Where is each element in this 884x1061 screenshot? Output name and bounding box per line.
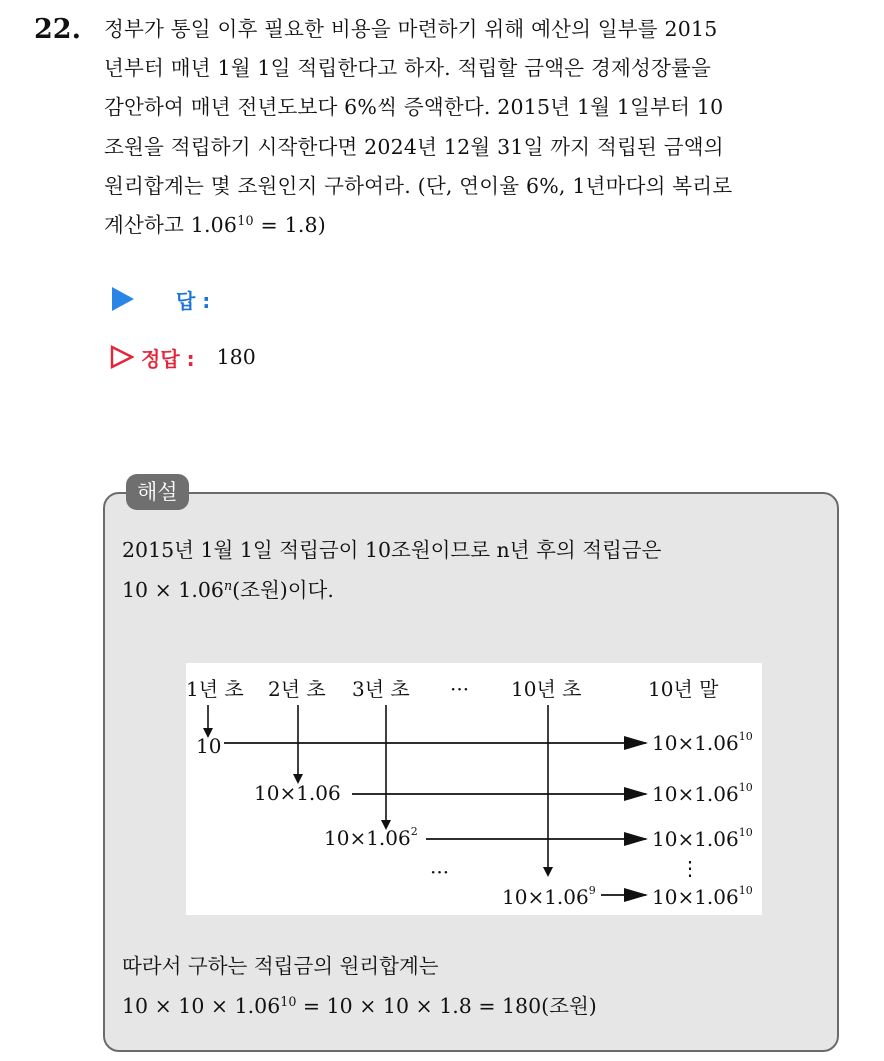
question-line-last: 계산하고 $1.06^{10} = 1.8$) (104, 213, 326, 238)
question-line: 감안하여 매년 전년도보다 6%씩 증액한다. 2015년 1월 1일부터 10 (104, 95, 724, 120)
explanation-line-1: 2015년 1월 1일 적립금이 10조원이므로 n년 후의 적립금은 (122, 538, 662, 562)
start-term-2: 10×1.06 (254, 781, 341, 805)
result-vertical-dots: ⋮ (680, 856, 700, 880)
result-term-3: $10\times 1.06^{10}$ (652, 826, 753, 851)
header-year10-end: 10년 말 (648, 677, 719, 701)
result-term-10: $10\times 1.06^{10}$ (652, 884, 753, 909)
answer-label: 답 : (176, 288, 211, 313)
correct-answer-label: 정답 : (141, 346, 195, 371)
header-ellipsis: ··· (450, 677, 470, 701)
question-text (104, 10, 864, 245)
question-number: 22. (34, 14, 81, 45)
header-year10: 10년 초 (511, 677, 582, 701)
header-year2: 2년 초 (268, 677, 326, 701)
result-term-2: $10\times 1.06^{10}$ (652, 781, 753, 806)
correct-answer-value: 180 (216, 345, 256, 369)
start-term-10: $10\times 1.06^9$ (502, 884, 596, 909)
outline-arrow-icon (110, 345, 134, 369)
question-line: 원리합계는 몇 조원인지 구하여라. (단, 연이율 6%, 1년마다의 복리로 (104, 173, 733, 198)
explanation-line-3: 따라서 구하는 적립금의 원리합계는 (122, 954, 439, 978)
question-line: 조원을 적립하기 시작한다면 2024년 12월 31일 까지 적립된 금액의 (104, 134, 724, 159)
question-line: 정부가 통일 이후 필요한 비용을 마련하기 위해 예산의 일부를 2015 (104, 17, 718, 41)
start-term-1: 10 (196, 734, 222, 758)
explanation-line-4: $10 \times 10 \times 1.06^{10} = 10 \times 10 \times 1.8 = 180$(조원) (122, 994, 597, 1018)
question-line: 년부터 매년 1월 1일 적립한다고 하자. 적립할 금액은 경제성장률을 (104, 56, 712, 81)
accumulation-diagram (186, 663, 762, 915)
play-arrow-icon (112, 287, 134, 311)
header-year3: 3년 초 (352, 677, 410, 701)
correct-answer-row (110, 342, 256, 372)
start-term-ellipsis: ··· (430, 860, 450, 884)
header-year1: 1년 초 (186, 677, 244, 701)
diagram-svg (186, 663, 762, 915)
explanation-tab: 해설 (126, 474, 189, 510)
answer-row (110, 284, 210, 314)
start-term-3: $10\times 1.06^2$ (324, 825, 418, 850)
result-term-1: $10\times 1.06^{10}$ (652, 730, 753, 755)
explanation-line-2: $10 \times 1.06^n$(조원)이다. (122, 578, 334, 602)
